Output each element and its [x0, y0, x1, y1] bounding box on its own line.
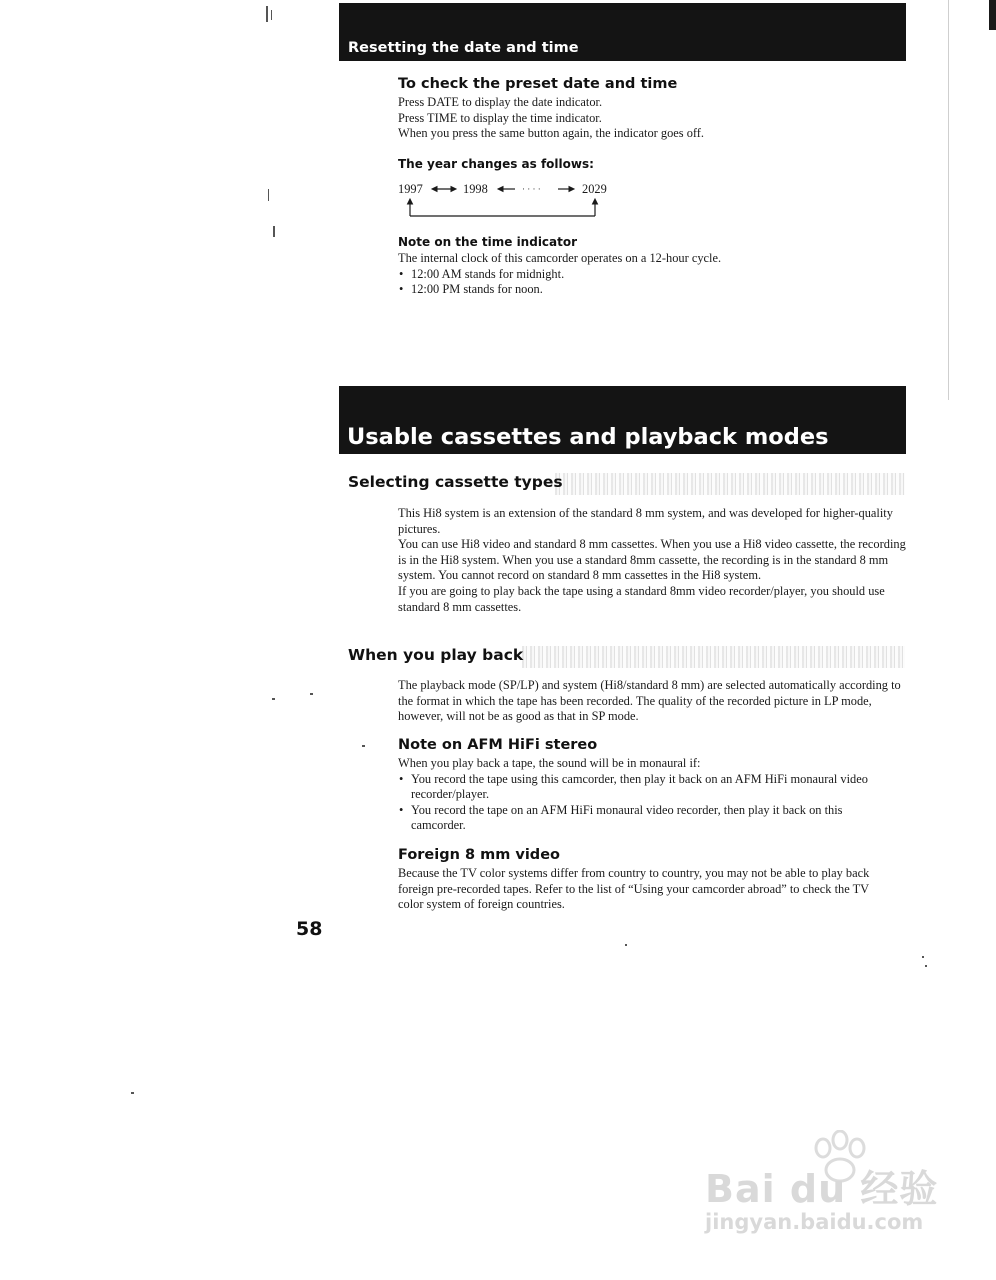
foreign-video-text: Because the TV color systems differ from country to country, you may not be able to play back foreign pre-recorded tapes. Refer to the list of “Using your camcorder abroad” to check the TV color system of foreign countries. — [398, 866, 870, 912]
note-time-text: The internal clock of this camcorder operates on a 12-hour cycle. — [398, 251, 722, 265]
cassette-para-3: If you are going to play back the tape using a standard 8mm video recorder/player, you should use standard 8 mm cassettes. — [398, 583, 885, 614]
year-1998: 1998 — [463, 182, 488, 196]
scan-mark — [266, 6, 268, 22]
scan-mark — [271, 10, 272, 20]
right-arrow-icon — [558, 187, 574, 192]
heading-texture-2 — [522, 646, 905, 668]
scan-mark — [268, 189, 269, 201]
baidu-watermark — [700, 1130, 950, 1250]
heading-year-changes: The year changes as follows: — [398, 157, 594, 171]
cassette-types-text — [398, 506, 908, 615]
note-bullet-noon: • 12:00 PM stands for noon. — [398, 282, 898, 298]
scan-mark — [362, 745, 365, 747]
year-cycle-diagram — [398, 178, 628, 220]
heading-afm-hifi: Note on AFM HiFi stereo — [398, 737, 598, 753]
afm-block — [398, 756, 893, 834]
scan-mark — [310, 693, 313, 695]
cassette-para-2: You can use Hi8 video and standard 8 mm cassettes. When you use a Hi8 video cassette, the recording is in the Hi8 system. When you use a standard 8mm cassette, the recording is in the standard 8 mm system. You cannot record on standard 8 mm cassettes in the Hi8 system. — [398, 537, 906, 583]
scan-mark — [922, 956, 924, 958]
year-1997: 1997 — [398, 182, 423, 196]
check-line-3: When you press the same button again, the indicator goes off. — [398, 126, 705, 141]
watermark-url: jingyan.baidu.com — [705, 1210, 924, 1234]
page-number: 58 — [296, 918, 323, 940]
section-bar-cassettes — [339, 386, 906, 454]
year-cycle-svg — [398, 178, 628, 220]
scan-mark — [273, 226, 275, 237]
note-bullet-midnight: • 12:00 AM stands for midnight. — [398, 267, 898, 283]
double-arrow-icon — [432, 187, 456, 192]
scan-edge-line — [948, 0, 949, 400]
heading-play-back: When you play back — [348, 646, 524, 664]
left-arrow-icon — [498, 187, 515, 192]
section-title-cassettes: Usable cassettes and playback modes — [347, 424, 829, 450]
section-bar-resetting — [339, 3, 906, 61]
play-back-text: The playback mode (SP/LP) and system (Hi8/standard 8 mm) are selected automatically according to the format in which the tape has been recorded. The quality of the recorded picture in LP mode, however, will not be as good as that in SP mode. — [398, 678, 901, 724]
scan-mark — [272, 698, 275, 700]
scan-mark — [625, 944, 627, 946]
heading-check-preset: To check the preset date and time — [398, 76, 678, 92]
heading-foreign-video: Foreign 8 mm video — [398, 847, 560, 863]
check-lines — [398, 95, 898, 142]
note-time-bullets — [398, 267, 898, 298]
year-2029: 2029 — [582, 182, 607, 196]
check-line-1: Press DATE to display the date indicator. — [398, 95, 603, 109]
cassette-para-1: This Hi8 system is an extension of the standard 8 mm system, and was developed for higher-quality pictures. — [398, 506, 893, 536]
heading-texture — [555, 473, 905, 495]
check-line-2: Press TIME to display the time indicator. — [398, 110, 602, 125]
afm-bullet-1: • You record the tape using this camcorder, then play it back on an AFM HiFi monaural video recorder/player. — [398, 772, 893, 803]
return-loop-icon — [408, 199, 598, 216]
heading-note-time: Note on the time indicator — [398, 235, 578, 249]
afm-bullets — [398, 772, 893, 834]
heading-selecting-cassette: Selecting cassette types — [348, 473, 563, 491]
afm-bullet-2: • You record the tape on an AFM HiFi monaural video recorder, then play it back on this camcorder. — [398, 803, 893, 834]
year-dots: · · · · — [522, 184, 541, 194]
scan-mark — [925, 965, 927, 967]
note-time-block — [398, 251, 898, 298]
scan-mark — [131, 1092, 134, 1094]
afm-text: When you play back a tape, the sound will be in monaural if: — [398, 756, 701, 770]
scan-edge-bar — [989, 0, 996, 30]
section-title-resetting: Resetting the date and time — [348, 40, 579, 56]
watermark-logo: Bai du 经验 — [705, 1167, 939, 1211]
